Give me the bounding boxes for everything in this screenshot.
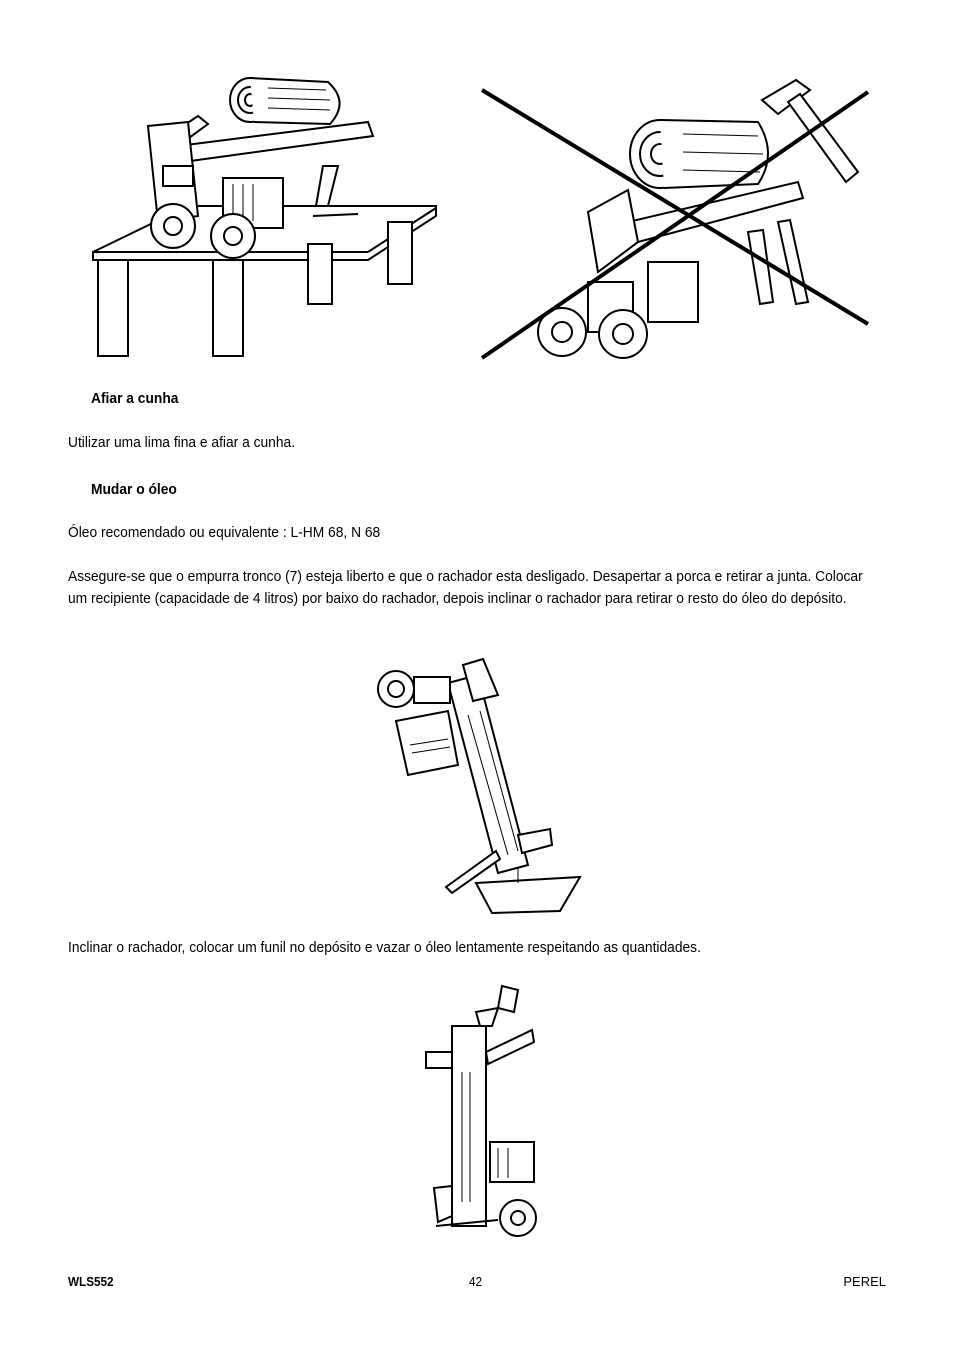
splitter-on-table-illustration <box>68 66 438 362</box>
footer-brand: PEREL <box>843 1274 886 1289</box>
fill-oil-illustration <box>418 982 542 1244</box>
drain-oil-illustration <box>368 655 584 917</box>
oil-fill-text: Inclinar o rachador, colocar um funil no depósito e vazar o óleo lentamente respeitando as quantidades. <box>68 939 701 956</box>
wrong-usage-illustration <box>478 72 872 364</box>
sharpen-heading: Afiar a cunha <box>91 390 179 407</box>
oil-drain-text: Assegure-se que o empurra tronco (7) esteja liberto e que o rachador esta desligado. Desapertar a porca e retirar a junta. Colocar um recipiente (capacidade de 4 litros) por baixo do rachador, depois inclinar o rachador para retirar o resto do óleo do depósito. <box>68 568 863 607</box>
oil-recommended-text: Óleo recomendado ou equivalente : L-HM 68, N 68 <box>68 524 381 541</box>
footer-page-number: 42 <box>469 1274 483 1289</box>
oil-heading: Mudar o óleo <box>91 481 177 498</box>
footer-model: WLS552 <box>68 1274 114 1289</box>
sharpen-text: Utilizar uma lima fina e afiar a cunha. <box>68 434 296 451</box>
